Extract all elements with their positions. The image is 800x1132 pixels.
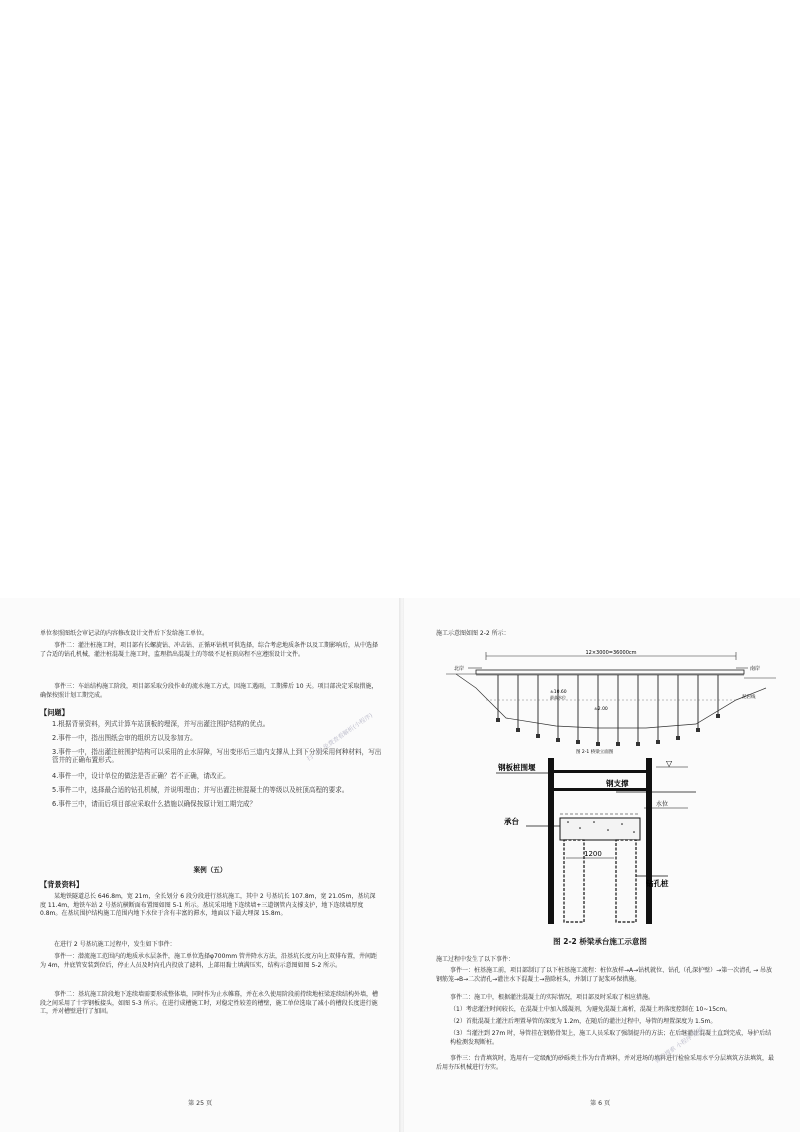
- dimension-label: 1200: [584, 850, 602, 858]
- pile-cap-construction-figure: [496, 758, 696, 930]
- soil-line-label: 泥岩线: [742, 695, 756, 700]
- south-bank-label: 南岸: [750, 666, 761, 672]
- question-5: 5.事件二中，选择最合适的钻孔机械，并说明理由；并写出灌注桩混凝土的等级以及桩顶高程的要求。: [52, 786, 349, 794]
- north-bank-label: 北岸: [454, 666, 465, 672]
- span-label: 12×3000=36000cm: [585, 650, 637, 656]
- right-event-1: 事件一：桩基施工前，项目部制订了以下桩基施工流程：桩位放样→A→钻机就位、钻孔（孔深护壁）→第一次清孔 → 吊放钢筋笼→B→二次清孔→灌注水下混凝土→凿除桩头，并制订了泥浆环保措施。: [436, 967, 773, 983]
- right-process-intro: 施工过程中发生了以下事件：: [436, 956, 515, 963]
- right-event-2-sub1: （1）考虑灌注时间较长，在混凝土中加入缓凝剂，为避免混凝土离析，混凝土坍落度控制在 10~15cm。: [450, 1006, 732, 1013]
- left-event-3: 事件三：车站结构施工阶段，项目部采取分段作业的流水施工方式，因施工遇雨，工期滞后 10 天。项目部决定采取措施，确保按照计划工期完成。: [40, 683, 378, 699]
- level-low-label: ±2.00: [594, 707, 608, 712]
- right-event-3: 事件三：台背填筑时，选用有一定级配的砂砾类土作为台背填料，并对进场的填料进行检验采用水平分层填筑方法填筑，最后用夯压机械进行夯实。: [436, 1055, 775, 1071]
- question-2: 2.事件一中，指出图纸会审的组织方以及参加方。: [52, 734, 197, 742]
- background-heading: 【背景资料】: [40, 880, 84, 889]
- left-event-1b: 事件一：潜流施工范围内的地质承水层条件，施工单位选择φ700mm 管井降水方法，沿基坑长度方向上双排布置，井间距为 4m，井底管安装到位后，停止人员及时向孔内投放了滤料，上部用黏土填满压实，结构示意图如图 5-2 所示。: [40, 953, 378, 969]
- right-intro: 施工示意图如图 2-2 所示：: [436, 630, 510, 637]
- case-title: 案例（五）: [193, 866, 227, 874]
- question-1: 1.根据背景资料，列式计算车站顶板的埋深，并写出灌注围护结构的优点。: [52, 720, 270, 728]
- right-event-2-sub3: （3）当灌注到 27m 时，导管挂在钢筋骨架上，施工人员采取了强制提升的方法；在后继灌注混凝土直到完成，导护后结构检测发现断桩。: [450, 1030, 772, 1046]
- question-4: 4.事件一中，设计单位的做法是否正确？若不正确，请改正。: [52, 772, 230, 780]
- level-high-note: 最高水位: [550, 695, 566, 700]
- figure-2-1-caption: 图 2-1 桥梁立面图: [576, 750, 614, 755]
- right-event-2: 事件二：施工中，根据灌注混凝土的实际情况，项目部及时采取了相应措施。: [450, 994, 655, 1001]
- level-high-label: ±10.60: [550, 690, 567, 695]
- left-event-2: 事件二：灌注桩施工时，项目部有长螺旋钻、冲击钻、正循环钻机可供选择，综合考虑地质条件以及工期影响后，从中选择了合适的钻孔机械，灌注桩混凝土施工时，监理指出混凝土的等级不足桩顶高程不应遵照设计文件。: [40, 642, 379, 658]
- steel-strut-label: 钢支撑: [606, 779, 629, 788]
- right-event-2-sub2: （2）首批混凝土灌注后埋置导管的深度为 1.2m，在随后的灌注过程中，导管的埋置深度为 1.5m。: [450, 1018, 717, 1025]
- left-event-2b: 事件二：基坑施工阶段地下连续墙需要形成整体墙，同时作为止水帷幕，并在永久使用阶段前持续地桩梁连续结构外墙，槽段之间采用了十字钢板接头，如图 5-3 所示。在进行成槽施工时，对稳定性较差的槽壁，施工单位选取了减小的槽段长度进行施工，并对槽壁进行了加固。: [40, 991, 379, 1015]
- left-watermark: 扫一扫 免费查看解析(小程序): [305, 711, 375, 763]
- question-6: 6.事件三中，请而后项目部应采取什么措施以确保按原计划工期完成？: [52, 800, 257, 808]
- cofferdam-label: 钢板桩围堰: [498, 763, 536, 772]
- left-page-number: 第 25 页: [188, 1100, 213, 1107]
- left-para-1: 单位参照图纸会审记录的内容修改设计文件后下发给施工单位。: [40, 630, 209, 637]
- background-text: 某地铁隧道总长 646.8m，宽 21m，全长划分 6 段分段进行基坑施工，其中 2 号基坑长 107.8m，宽 21.05m，基坑深度 11.4m，地铁车站 2 号基坑横断面布置图如图 5-1 所示。基坑采用地下连续墙+三道钢管内支撑支护，地下连续墙厚度 0.8m。在基坑围护结构施工范围内地下水位于含有丰富的滞水，地面以下最大埋深 15.8m。: [40, 893, 376, 917]
- water-level-label: 水位: [656, 801, 669, 808]
- right-watermark: 微信搜索 小程序 解析: [653, 1025, 706, 1065]
- svg-text:▽: ▽: [666, 759, 673, 768]
- bridge-elevation-figure: [446, 648, 776, 756]
- left-process-intro: 在进行 2 号基坑施工过程中，发生如下事件：: [54, 941, 176, 948]
- pile-cap-label: 承台: [504, 817, 519, 826]
- figure-2-2-caption: 图 2-2 桥梁承台施工示意图: [553, 937, 647, 946]
- right-page-number: 第 6 页: [590, 1100, 611, 1107]
- question-3: 3.事件一中，指出灌注桩围护结构可以采用的止水屏障，写出变形后三道内支撑从上到下分别采用何种材料，写出管井的正确布置形式。: [52, 748, 382, 764]
- questions-heading: 【问题】: [40, 708, 69, 717]
- bored-pile-label: 钻孔桩: [646, 879, 669, 888]
